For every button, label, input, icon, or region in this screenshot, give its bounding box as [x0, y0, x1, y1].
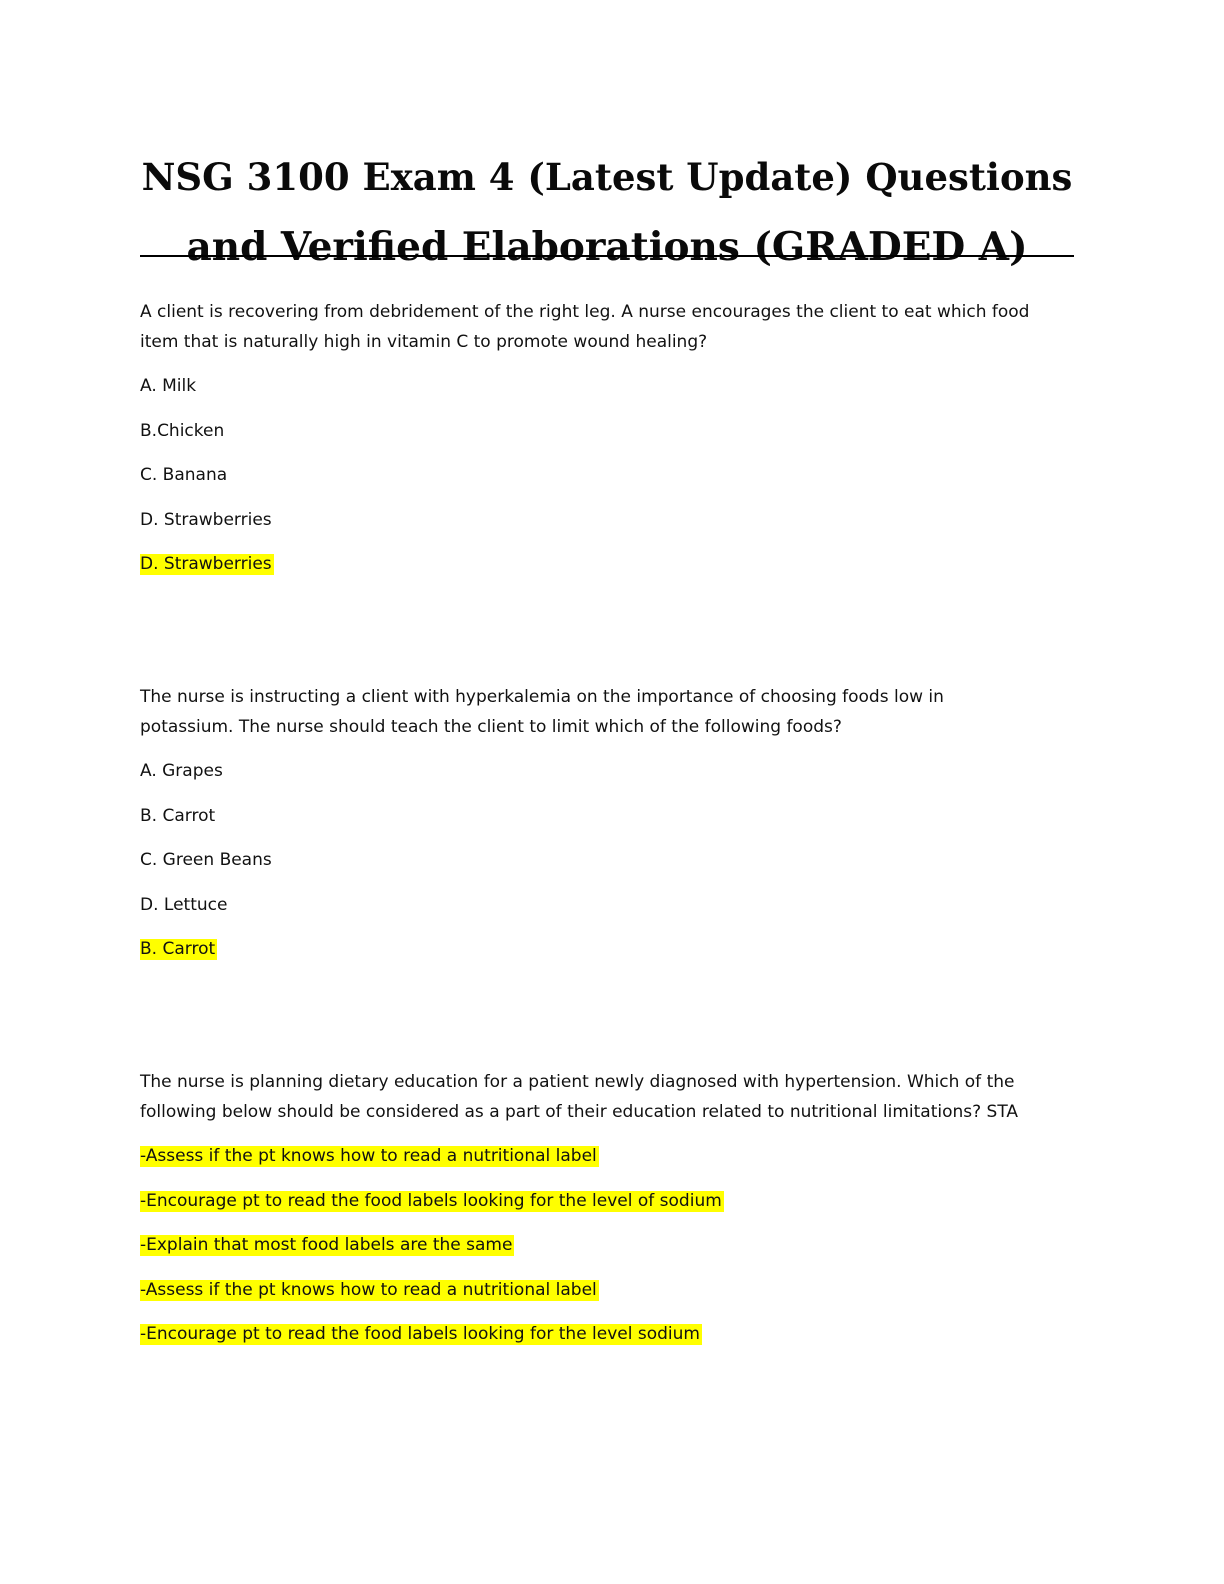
question-2-option-a: A. Grapes: [140, 761, 223, 781]
question-3-answer-5: [140, 1322, 702, 1346]
highlighted-answer: -Assess if the pt knows how to read a nutritional label: [140, 1146, 597, 1166]
title-line-1: NSG 3100 Exam 4 (Latest Update) Questions: [141, 155, 1073, 199]
highlighted-answer: -Encourage pt to read the food labels looking for the level sodium: [140, 1324, 700, 1344]
document-title: [140, 142, 1074, 282]
question-2-option-b: B. Carrot: [140, 806, 216, 826]
question-3-answer-2: [140, 1189, 724, 1213]
title-underline: [140, 255, 1074, 257]
highlighted-answer: -Assess if the pt knows how to read a nutritional label: [140, 1280, 597, 1300]
title-line-2: and Verified Elaborations (GRADED A): [186, 224, 1028, 270]
question-3-answer-1: [140, 1144, 599, 1168]
question-1-answer: [140, 552, 274, 576]
question-1-stem-line-1: A client is recovering from debridement of the right leg. A nurse encourages the client to eat which food: [140, 302, 1030, 322]
question-2-stem-line-1: The nurse is instructing a client with hyperkalemia on the importance of choosing foods low in: [140, 687, 944, 707]
highlighted-answer: -Encourage pt to read the food labels looking for the level of sodium: [140, 1191, 722, 1211]
question-3-stem-line-2: following below should be considered as a part of their education related to nutritional limitations? STA: [140, 1102, 1019, 1122]
highlighted-answer: B. Carrot: [140, 939, 216, 959]
question-3-answer-3: [140, 1233, 514, 1257]
highlighted-answer: D. Strawberries: [140, 554, 272, 574]
question-1-option-a: A. Milk: [140, 376, 197, 396]
question-1-option-b: B.Chicken: [140, 421, 225, 441]
question-2-option-c: C. Green Beans: [140, 850, 272, 870]
question-2-option-d: D. Lettuce: [140, 895, 228, 915]
highlighted-answer: -Explain that most food labels are the same: [140, 1235, 513, 1255]
question-3-stem-line-1: The nurse is planning dietary education for a patient newly diagnosed with hypertension. Which of the: [140, 1072, 1015, 1092]
question-2-stem-line-2: potassium. The nurse should teach the client to limit which of the following foods?: [140, 717, 842, 737]
question-3-answer-4: [140, 1278, 599, 1302]
question-2-answer: [140, 937, 217, 961]
question-1-stem-line-2: item that is naturally high in vitamin C to promote wound healing?: [140, 332, 708, 352]
question-1-option-d: D. Strawberries: [140, 510, 272, 530]
question-1-option-c: C. Banana: [140, 465, 228, 485]
